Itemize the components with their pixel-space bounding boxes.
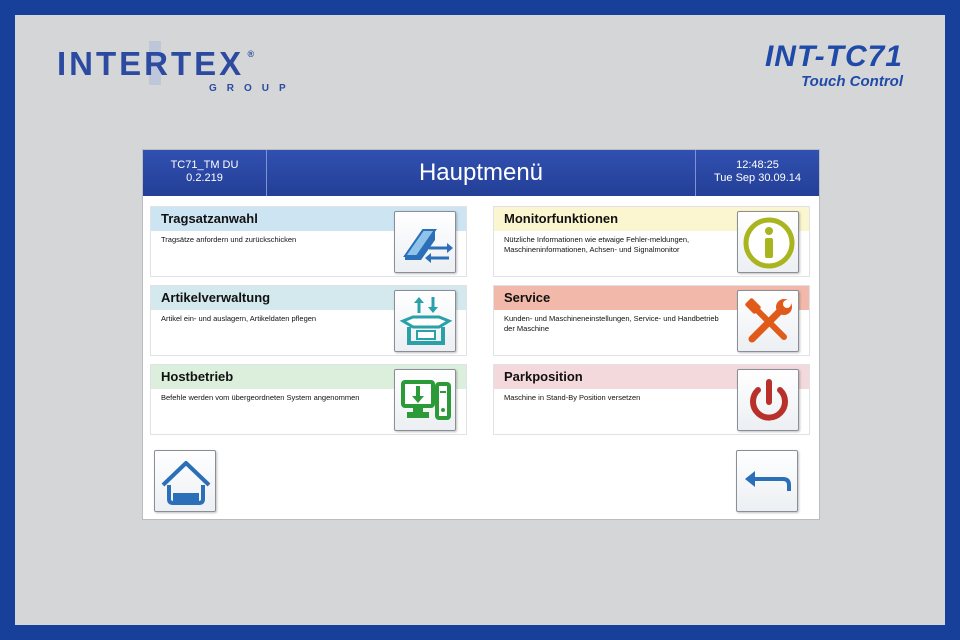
touch-screen <box>142 149 820 520</box>
home-button[interactable] <box>154 450 216 512</box>
logo-wordmark <box>57 45 255 83</box>
menu-card-description: Tragsätze anfordern und zurückschicken <box>161 235 297 244</box>
logo-wordmark-text: INTERTEX <box>57 45 245 82</box>
page-title: Hauptmenü <box>418 159 544 186</box>
device-name: TC71_TM DU <box>170 159 239 171</box>
intertex-logo <box>57 45 296 94</box>
tools-icon <box>738 291 800 353</box>
menu-card-hostbetrieb[interactable] <box>150 364 467 435</box>
menu-card-description: Kunden- und Maschineneinstellungen, Service- und Handbetrieb der Maschine <box>504 314 719 333</box>
host-computer-icon <box>395 370 457 432</box>
logo-registered-mark: ® <box>247 49 255 59</box>
menu-card-tragsatzanwahl[interactable] <box>150 206 467 277</box>
menu-card-description: Maschine in Stand-By Position versetzen <box>504 393 641 402</box>
device-info <box>143 150 267 196</box>
artikelverwaltung-button[interactable] <box>394 290 456 352</box>
power-icon <box>738 370 800 432</box>
back-arrow-icon <box>737 451 799 513</box>
app-frame <box>15 15 945 625</box>
menu-card-description: Befehle werden vom übergeordneten System angenommen <box>161 393 360 402</box>
box-in-out-icon <box>395 291 457 353</box>
menu-card-artikelverwaltung[interactable] <box>150 285 467 356</box>
clock-time: 12:48:25 <box>736 159 779 171</box>
clock <box>695 150 819 196</box>
product-branding <box>765 41 903 90</box>
monitorfunktionen-button[interactable] <box>737 211 799 273</box>
menu-card-description: Artikel ein- und auslagern, Artikeldaten pflegen <box>161 314 317 323</box>
carrier-transfer-icon <box>395 212 457 274</box>
logo-group-text: GROUP <box>209 83 296 94</box>
menu-card-title: Service <box>494 286 809 310</box>
menu-card-title: Monitorfunktionen <box>494 207 809 231</box>
product-model: INT-TC71 <box>764 40 903 73</box>
menu-card-description: Nützliche Informationen wie etwaige Fehler-meldungen, Maschineninformationen, Achsen- und Signalmonitor <box>504 235 690 254</box>
menu-card-service[interactable] <box>493 285 810 356</box>
parkposition-button[interactable] <box>737 369 799 431</box>
product-subtitle: Touch Control <box>801 73 903 90</box>
software-version: 0.2.219 <box>186 172 223 184</box>
info-icon <box>738 212 800 274</box>
back-button[interactable] <box>736 450 798 512</box>
menu-card-parkposition[interactable] <box>493 364 810 435</box>
service-button[interactable] <box>737 290 799 352</box>
clock-date: Tue Sep 30.09.14 <box>713 172 802 184</box>
screen-header <box>143 150 819 196</box>
menu-card-title: Parkposition <box>494 365 809 389</box>
menu-card-title: Hostbetrieb <box>151 365 466 389</box>
home-icon <box>155 451 217 513</box>
hostbetrieb-button[interactable] <box>394 369 456 431</box>
menu-card-title: Tragsatzanwahl <box>151 207 466 231</box>
menu-card-title: Artikelverwaltung <box>151 286 466 310</box>
tragsatzanwahl-button[interactable] <box>394 211 456 273</box>
menu-card-monitorfunktionen[interactable] <box>493 206 810 277</box>
